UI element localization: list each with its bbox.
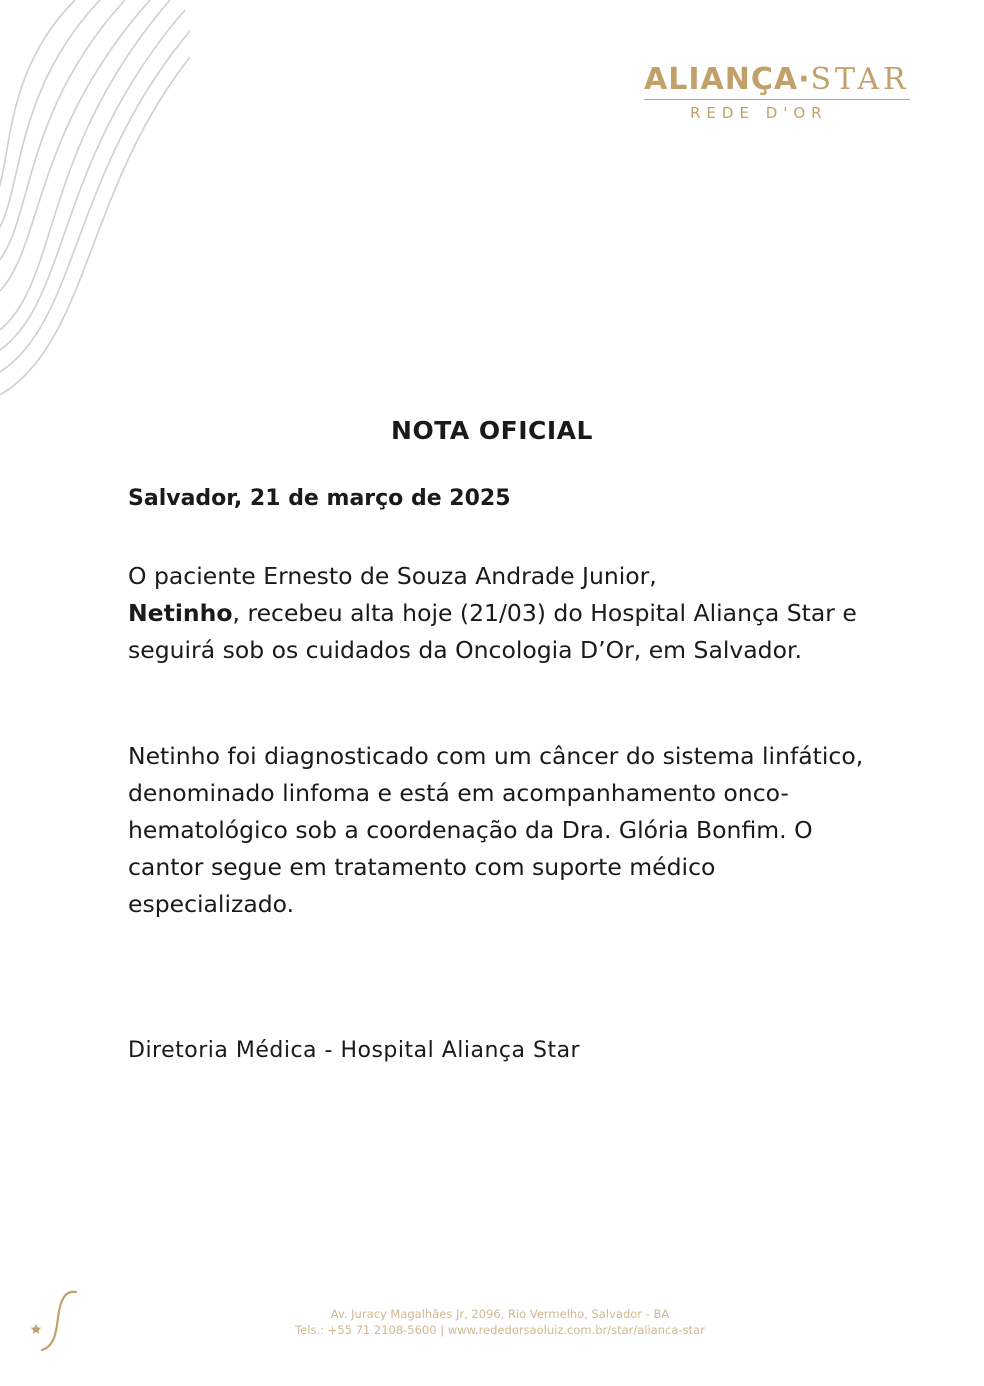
paragraph-discharge <box>128 558 888 669</box>
logo-star: STAR <box>810 62 910 97</box>
paragraph-diagnosis: Netinho foi diagnosticado com um câncer do sistema linfático, denominado linfoma e está em acompanhamento onco-hematológico sob a coordenação da Dra. Glória Bonfim. O cantor segue em tratamento com suporte médico especializado. <box>128 742 864 918</box>
footer-phone-website: Tels.: +55 71 2108-5600 | www.rededorsaoluiz.com.br/star/alianca-star <box>295 1323 705 1337</box>
document-date: Salvador, 21 de março de 2025 <box>128 486 511 511</box>
logo-divider <box>644 99 910 100</box>
hospital-logo <box>644 62 914 122</box>
logo-brand: ALIANÇA <box>644 62 799 97</box>
paragraph-discharge-intro: O paciente Ernesto de Souza Andrade Junior, <box>128 562 657 590</box>
patient-name: Netinho <box>128 599 233 627</box>
star-s-monogram-icon <box>30 1288 86 1354</box>
logo-separator: · <box>798 62 811 97</box>
logo-subtitle: REDE D'OR <box>690 104 828 122</box>
wave-lines-decoration <box>0 0 190 400</box>
footer-address: Av. Juracy Magalhães Jr, 2096, Rio Vermelho, Salvador - BA <box>330 1307 670 1321</box>
signature-line: Diretoria Médica - Hospital Aliança Star <box>128 1038 581 1063</box>
document-title: NOTA OFICIAL <box>391 416 593 445</box>
paragraph-discharge-rest: , recebeu alta hoje (21/03) do Hospital Aliança Star e seguirá sob os cuidados da Oncologia D’Or, em Salvador. <box>128 599 857 664</box>
footer-contact <box>200 1306 800 1338</box>
logo-wordmark <box>644 62 914 98</box>
